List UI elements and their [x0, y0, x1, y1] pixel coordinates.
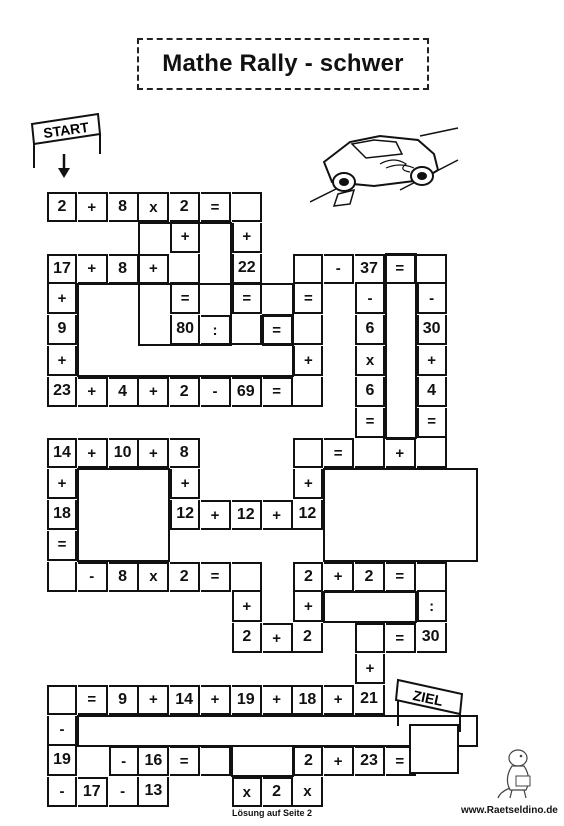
- operator-cell: -: [109, 777, 139, 807]
- number-cell: 6: [355, 315, 385, 345]
- blank-cell[interactable]: [293, 438, 323, 468]
- page-title-text: Mathe Rally - schwer: [162, 50, 404, 77]
- number-cell: 14: [170, 685, 200, 715]
- number-cell: 23: [355, 746, 385, 776]
- operator-cell: =: [386, 562, 416, 592]
- operator-cell: =: [170, 746, 200, 776]
- number-cell: 30: [417, 315, 447, 345]
- operator-cell: =: [324, 438, 354, 468]
- operator-cell: =: [232, 284, 262, 314]
- operator-cell: =: [355, 408, 385, 438]
- number-cell: 2: [170, 192, 200, 222]
- operator-cell: -: [47, 777, 77, 807]
- number-cell: 8: [109, 254, 139, 284]
- operator-cell: =: [201, 562, 231, 592]
- blank-cell[interactable]: [47, 562, 77, 592]
- operator-cell: =: [263, 377, 293, 407]
- operator-cell: -: [47, 716, 77, 746]
- number-cell: 2: [293, 746, 323, 776]
- operator-cell: -: [78, 562, 108, 592]
- operator-cell: +: [355, 654, 385, 684]
- board-hole-outline: [323, 591, 417, 623]
- operator-cell: -: [109, 746, 139, 776]
- number-cell: 22: [232, 254, 262, 284]
- operator-cell: x: [293, 777, 323, 807]
- operator-cell: +: [263, 623, 293, 653]
- operator-cell: +: [139, 254, 169, 284]
- operator-cell: +: [263, 500, 293, 530]
- operator-cell: +: [47, 284, 77, 314]
- operator-cell: +: [263, 685, 293, 715]
- operator-cell: +: [170, 469, 200, 499]
- board-hole-outline: [77, 468, 171, 562]
- operator-cell: :: [201, 315, 231, 345]
- number-cell: 18: [47, 500, 77, 530]
- blank-cell[interactable]: [293, 254, 323, 284]
- number-cell: 2: [293, 562, 323, 592]
- operator-cell: -: [324, 254, 354, 284]
- operator-cell: =: [386, 746, 416, 776]
- number-cell: 2: [293, 623, 323, 653]
- operator-cell: +: [417, 346, 447, 376]
- blank-cell[interactable]: [355, 623, 385, 653]
- operator-cell: +: [201, 685, 231, 715]
- operator-cell: +: [139, 685, 169, 715]
- operator-cell: -: [355, 284, 385, 314]
- number-cell: 13: [139, 777, 169, 807]
- number-cell: 19: [47, 746, 77, 776]
- operator-cell: +: [78, 192, 108, 222]
- number-cell: 12: [232, 500, 262, 530]
- number-cell: 2: [170, 562, 200, 592]
- operator-cell: +: [386, 438, 416, 468]
- operator-cell: =: [47, 531, 77, 561]
- dinosaur-mascot-icon: [496, 748, 540, 800]
- number-cell: 12: [170, 500, 200, 530]
- operator-cell: +: [324, 685, 354, 715]
- blank-cell[interactable]: [232, 562, 262, 592]
- operator-cell: +: [293, 346, 323, 376]
- operator-cell: +: [293, 469, 323, 499]
- operator-cell: +: [324, 746, 354, 776]
- operator-cell: x: [139, 192, 169, 222]
- operator-cell: +: [293, 592, 323, 622]
- ziel-label: ZIEL: [411, 687, 445, 709]
- board-hole-outline: [231, 745, 294, 777]
- number-cell: 2: [170, 377, 200, 407]
- operator-cell: +: [232, 223, 262, 253]
- number-cell: 9: [47, 315, 77, 345]
- operator-cell: =: [417, 408, 447, 438]
- operator-cell: +: [139, 377, 169, 407]
- operator-cell: =: [170, 284, 200, 314]
- number-cell: 12: [293, 500, 323, 530]
- operator-cell: -: [201, 377, 231, 407]
- blank-cell[interactable]: [355, 438, 385, 468]
- operator-cell: +: [78, 377, 108, 407]
- blank-cell[interactable]: [417, 254, 447, 284]
- operator-cell: x: [139, 562, 169, 592]
- blank-cell[interactable]: [293, 315, 323, 345]
- blank-cell[interactable]: [293, 377, 323, 407]
- number-cell: 2: [355, 562, 385, 592]
- number-cell: 2: [232, 623, 262, 653]
- operator-cell: +: [47, 469, 77, 499]
- number-cell: 18: [293, 685, 323, 715]
- number-cell: 8: [170, 438, 200, 468]
- blank-cell[interactable]: [417, 562, 447, 592]
- website-url: www.Raetseldino.de: [461, 805, 558, 816]
- number-cell: 4: [109, 377, 139, 407]
- number-cell: 17: [78, 777, 108, 807]
- number-cell: 21: [355, 685, 385, 715]
- number-cell: 9: [109, 685, 139, 715]
- number-cell: 23: [47, 377, 77, 407]
- number-cell: 8: [109, 562, 139, 592]
- blank-cell[interactable]: [417, 438, 447, 468]
- number-cell: 2: [47, 192, 77, 222]
- operator-cell: -: [417, 284, 447, 314]
- operator-cell: =: [201, 192, 231, 222]
- operator-cell: +: [201, 500, 231, 530]
- number-cell: 2: [263, 777, 293, 807]
- solution-note: Lösung auf Seite 2: [232, 808, 313, 818]
- number-cell: 17: [47, 254, 77, 284]
- operator-cell: +: [139, 438, 169, 468]
- operator-cell: +: [232, 592, 262, 622]
- number-cell: 10: [109, 438, 139, 468]
- final-answer-box[interactable]: [409, 724, 459, 774]
- operator-cell: +: [324, 562, 354, 592]
- operator-cell: +: [47, 346, 77, 376]
- number-cell: 16: [139, 746, 169, 776]
- blank-cell[interactable]: [201, 746, 231, 776]
- blank-cell[interactable]: [232, 192, 262, 222]
- blank-cell[interactable]: [47, 685, 77, 715]
- number-cell: 8: [109, 192, 139, 222]
- start-label: START: [42, 118, 90, 142]
- number-cell: 6: [355, 377, 385, 407]
- number-cell: 69: [232, 377, 262, 407]
- operator-cell: +: [78, 254, 108, 284]
- operator-cell: =: [263, 315, 293, 345]
- operator-cell: :: [417, 592, 447, 622]
- operator-cell: =: [386, 254, 416, 284]
- operator-cell: +: [78, 438, 108, 468]
- number-cell: 14: [47, 438, 77, 468]
- number-cell: 4: [417, 377, 447, 407]
- number-cell: 37: [355, 254, 385, 284]
- operator-cell: x: [232, 777, 262, 807]
- number-cell: 30: [417, 623, 447, 653]
- number-cell: 19: [232, 685, 262, 715]
- operator-cell: x: [355, 346, 385, 376]
- operator-cell: =: [386, 623, 416, 653]
- operator-cell: +: [170, 223, 200, 253]
- blank-cell[interactable]: [232, 315, 262, 345]
- number-cell: 80: [170, 315, 200, 345]
- board-hole-outline: [323, 468, 478, 562]
- operator-cell: =: [293, 284, 323, 314]
- blank-cell[interactable]: [170, 254, 200, 284]
- operator-cell: =: [78, 685, 108, 715]
